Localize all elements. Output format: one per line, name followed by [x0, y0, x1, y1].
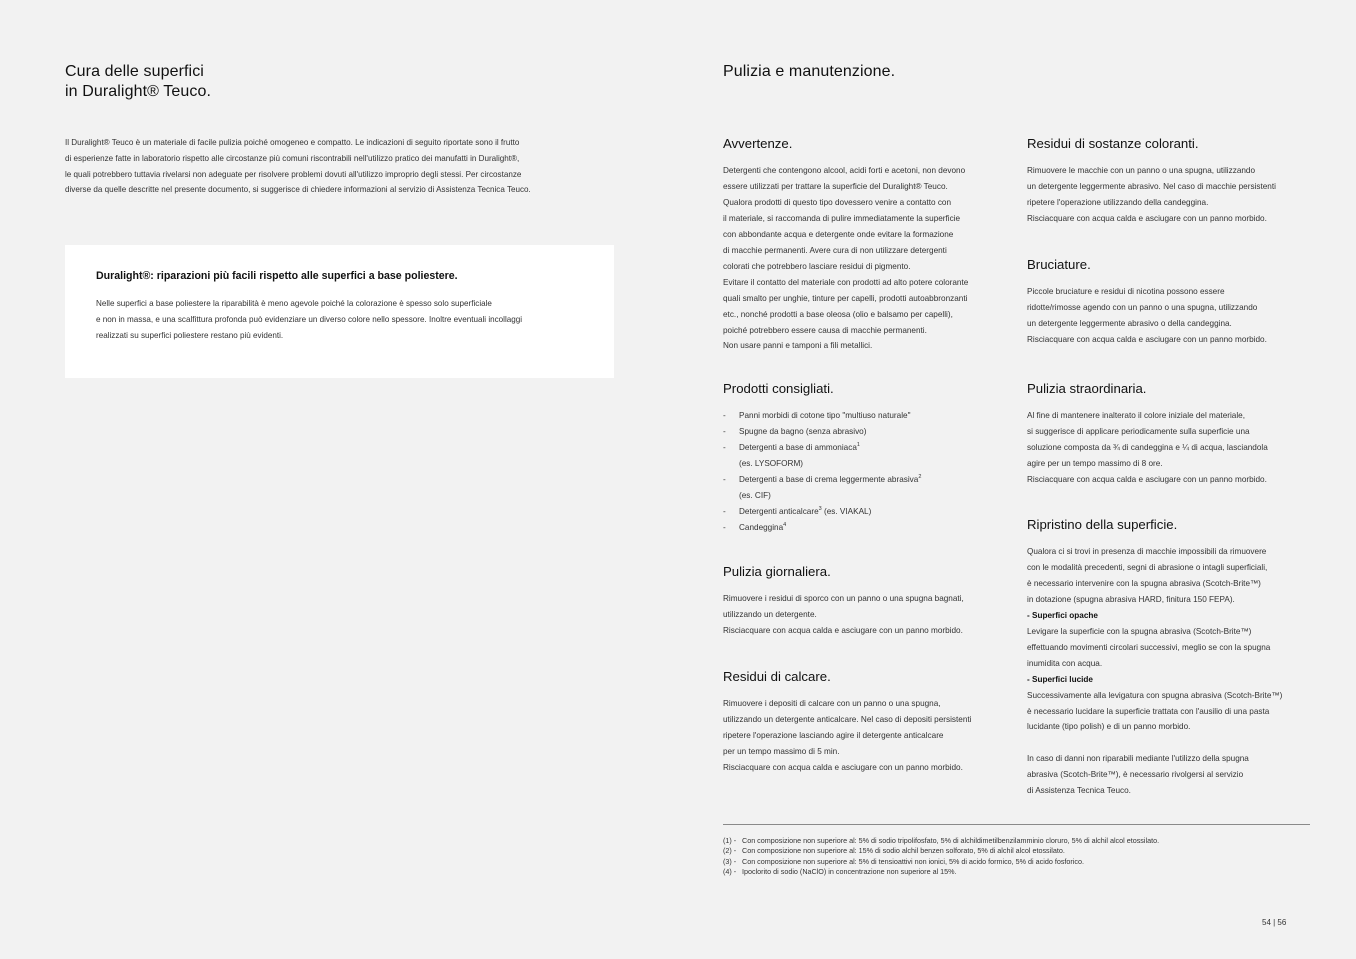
text-line: è necessario intervenire con la spugna abrasiva (Scotch-Brite™): [1027, 578, 1261, 588]
section-text: [1027, 408, 1327, 488]
text-line: inumidita con acqua.: [1027, 658, 1103, 668]
text-line: Piccole bruciature e residui di nicotina possono essere: [1027, 287, 1225, 296]
text-line: agire per un tempo massimo di 8 ore.: [1027, 458, 1163, 468]
page-number: 54 | 56: [1262, 918, 1287, 927]
callout-line: realizzati su superfici poliestere restano più evidenti.: [96, 331, 284, 340]
list-item: - Detergenti a base di crema leggermente abrasiva$^2$ (es. CIF): [723, 472, 1013, 504]
text-line: è necessario lucidare la superficie trattata con l'ausilio di una pasta: [1027, 706, 1270, 716]
text-line: Rimuovere i depositi di calcare con un panno o una spugna,: [723, 699, 941, 708]
section-text: [1027, 284, 1327, 348]
intro-paragraph: [65, 135, 625, 198]
intro-line: le quali potrebbero tuttavia rivelarsi non adeguate per risolvere problemi dovuti all'utilizzo improprio degli stessi. Per circostanze: [65, 169, 522, 179]
footnotes: [723, 836, 1323, 877]
text-line: un detergente leggermente abrasivo. Nel caso di macchie persistenti: [1027, 181, 1276, 191]
text-line: in dotazione (spugna abrasiva HARD, finitura 150 FEPA).: [1027, 594, 1235, 604]
text-line: utilizzando un detergente anticalcare. Nel caso di depositi persistenti: [723, 714, 972, 724]
section-heading: Prodotti consigliati.: [723, 381, 834, 396]
section-residui-calcare: [723, 669, 1013, 776]
section-prodotti-consigliati: [723, 381, 1013, 536]
intro-line: diverse da quelle descritte nel presente documento, si suggerisce di chiedere informazioni al servizio di Assistenza Tecnica Teuco.: [65, 185, 531, 195]
text-line: di macchie permanenti. Avere cura di non utilizzare detergenti: [723, 245, 947, 255]
text-line: Rimuovere i residui di sporco con un panno o una spugna bagnati,: [723, 594, 964, 603]
text-line: effettuando movimenti circolari successivi, meglio se con la spugna: [1027, 642, 1271, 652]
text-line: ripetere l'operazione utilizzando della candeggina.: [1027, 197, 1209, 207]
text-line: Al fine di mantenere inalterato il colore iniziale del materiale,: [1027, 411, 1245, 420]
intro-line: di esperienze fatte in laboratorio rispetto alle circostanze più comuni riscontrabili nell'utilizzo pratico dei manufatti in Duralight®,: [65, 153, 520, 163]
list-item: - Detergenti a base di ammoniaca$^1$ (es. LYSOFORM): [723, 440, 1013, 472]
text-line: Successivamente alla levigatura con spugna abrasiva (Scotch-Brite™): [1027, 690, 1283, 700]
subheading-lucide: - Superfici lucide: [1027, 674, 1093, 684]
text-line: soluzione composta da ¾ di candeggina e ¼ di acqua, lasciandola: [1027, 442, 1268, 452]
text-line: Qualora prodotti di questo tipo dovessero venire a contatto con: [723, 197, 952, 207]
intro-line: Il Duralight® Teuco è un materiale di facile pulizia poiché omogeneo e compatto. Le indicazioni di seguito riportate sono il frutto: [65, 138, 520, 147]
section-text: [723, 696, 1013, 776]
text-line: Non usare panni e tamponi a fili metallici.: [723, 341, 873, 351]
text-line: Risciacquare con acqua calda e asciugare con un panno morbido.: [723, 762, 963, 772]
title-line: in Duralight® Teuco.: [65, 82, 212, 100]
text-line: si suggerisce di applicare periodicamente sulla superficie una: [1027, 426, 1250, 436]
text-line: ripetere l'operazione lasciando agire il detergente anticalcare: [723, 730, 944, 740]
text-line: abrasiva (Scotch-Brite™), è necessario rivolgersi al servizio: [1027, 770, 1244, 780]
text-line: essere utilizzati per trattare la superficie del Duralight® Teuco.: [723, 181, 948, 191]
text-line: Risciacquare con acqua calda e asciugare con un panno morbido.: [1027, 334, 1267, 344]
section-residui-coloranti: [1027, 136, 1327, 227]
repair-callout-box: [65, 245, 614, 378]
footnote: (4) - Ipoclorito di sodio (NaClO) in concentrazione non superiore al 15%.: [723, 866, 957, 876]
section-heading: Pulizia giornaliera.: [723, 564, 831, 579]
callout-body: [96, 296, 583, 344]
text-line: colorati che potrebbero lasciare residui di pigmento.: [723, 261, 911, 271]
section-heading: Ripristino della superficie.: [1027, 517, 1178, 532]
text-line: quali smalto per unghie, tinture per capelli, prodotti autoabbronzanti: [723, 293, 968, 303]
footnote: (2) - Con composizione non superiore al: 15% di sodio alchil benzen solforato, 5% di alchil alcol etossilato.: [723, 846, 1065, 856]
section-ripristino-superficie: [1027, 517, 1327, 799]
section-bruciature: [1027, 257, 1327, 348]
subheading-opache: - Superfici opache: [1027, 610, 1098, 620]
text-line: Evitare il contatto del materiale con prodotti ad alto potere colorante: [723, 277, 969, 287]
right-page-title: Pulizia e manutenzione.: [723, 63, 896, 80]
footnote: (3) - Con composizione non superiore al: 5% di tensioattivi non ionici, 5% di acido formico, 5% di acido fosforico.: [723, 856, 1084, 866]
footnote: (1) - Con composizione non superiore al: 5% di sodio tripolifosfato, 5% di alchildimetilbenzilamminio cloruro, 5% di alchil alcol etossilato.: [723, 836, 1160, 845]
section-text: [1027, 544, 1327, 799]
callout-line: e non in massa, e una scalfittura profonda può evidenziare un diverso colore nello spessore. Inoltre eventuali incollaggi: [96, 315, 523, 324]
text-line: In caso di danni non riparabili mediante l'utilizzo della spugna: [1027, 754, 1249, 764]
text-line: con abbondante acqua e detergente onde evitare la formazione: [723, 229, 954, 239]
section-heading: Residui di calcare.: [723, 669, 831, 684]
list-item: - Spugne da bagno (senza abrasivo): [723, 424, 1013, 440]
section-text: [1027, 163, 1327, 227]
text-line: Qualora ci si trovi in presenza di macchie impossibili da rimuovere: [1027, 547, 1267, 556]
text-line: Rimuovere le macchie con un panno o una spugna, utilizzando: [1027, 166, 1256, 175]
text-line: utilizzando un detergente.: [723, 609, 817, 619]
section-heading: Pulizia straordinaria.: [1027, 381, 1147, 396]
text-line: ridotte/rimosse agendo con un panno o una spugna, utilizzando: [1027, 302, 1258, 312]
text-line: Detergenti che contengono alcool, acidi forti e acetoni, non devono: [723, 166, 966, 175]
section-heading: Bruciature.: [1027, 257, 1091, 272]
section-pulizia-giornaliera: [723, 564, 1013, 639]
products-list: [723, 408, 1013, 536]
text-line: di Assistenza Tecnica Teuco.: [1027, 786, 1131, 796]
title-line: Cura delle superfici: [65, 63, 204, 80]
left-page-title: [65, 62, 211, 101]
callout-line: Nelle superfici a base poliestere la riparabilità è meno agevole poiché la colorazione è spesso solo superficiale: [96, 299, 492, 308]
section-avvertenze: [723, 136, 1013, 354]
text-line: poiché potrebbero essere causa di macchie permanenti.: [723, 325, 927, 335]
section-text: [723, 163, 1013, 354]
list-item: - Panni morbidi di cotone tipo "multiuso naturale": [723, 408, 1013, 424]
footnote-divider: [723, 824, 1310, 825]
section-heading: Avvertenze.: [723, 136, 793, 151]
section-pulizia-straordinaria: [1027, 381, 1327, 488]
text-line: Levigare la superficie con la spugna abrasiva (Scotch-Brite™): [1027, 626, 1252, 636]
text-line: un detergente leggermente abrasivo o della candeggina.: [1027, 318, 1232, 328]
list-item: - Candeggina$^4$: [723, 520, 1013, 536]
text-line: Risciacquare con acqua calda e asciugare con un panno morbido.: [1027, 213, 1267, 223]
section-text: [723, 591, 1013, 639]
text-line: il materiale, si raccomanda di pulire immediatamente la superficie: [723, 213, 961, 223]
text-line: con le modalità precedenti, segni di abrasione o intagli superficiali,: [1027, 562, 1268, 572]
text-line: lucidante (tipo polish) e di un panno morbido.: [1027, 722, 1191, 732]
list-item: - Detergenti anticalcare$^3$ (es. VIAKAL): [723, 504, 1013, 520]
text-line: etc., nonché prodotti a base oleosa (olio e balsamo per capelli),: [723, 309, 953, 319]
callout-title: Duralight®: riparazioni più facili rispetto alle superfici a base poliestere.: [96, 270, 458, 282]
section-heading: Residui di sostanze coloranti.: [1027, 136, 1199, 151]
text-line: per un tempo massimo di 5 min.: [723, 746, 840, 756]
text-line: Risciacquare con acqua calda e asciugare con un panno morbido.: [1027, 474, 1267, 484]
text-line: Risciacquare con acqua calda e asciugare con un panno morbido.: [723, 625, 963, 635]
